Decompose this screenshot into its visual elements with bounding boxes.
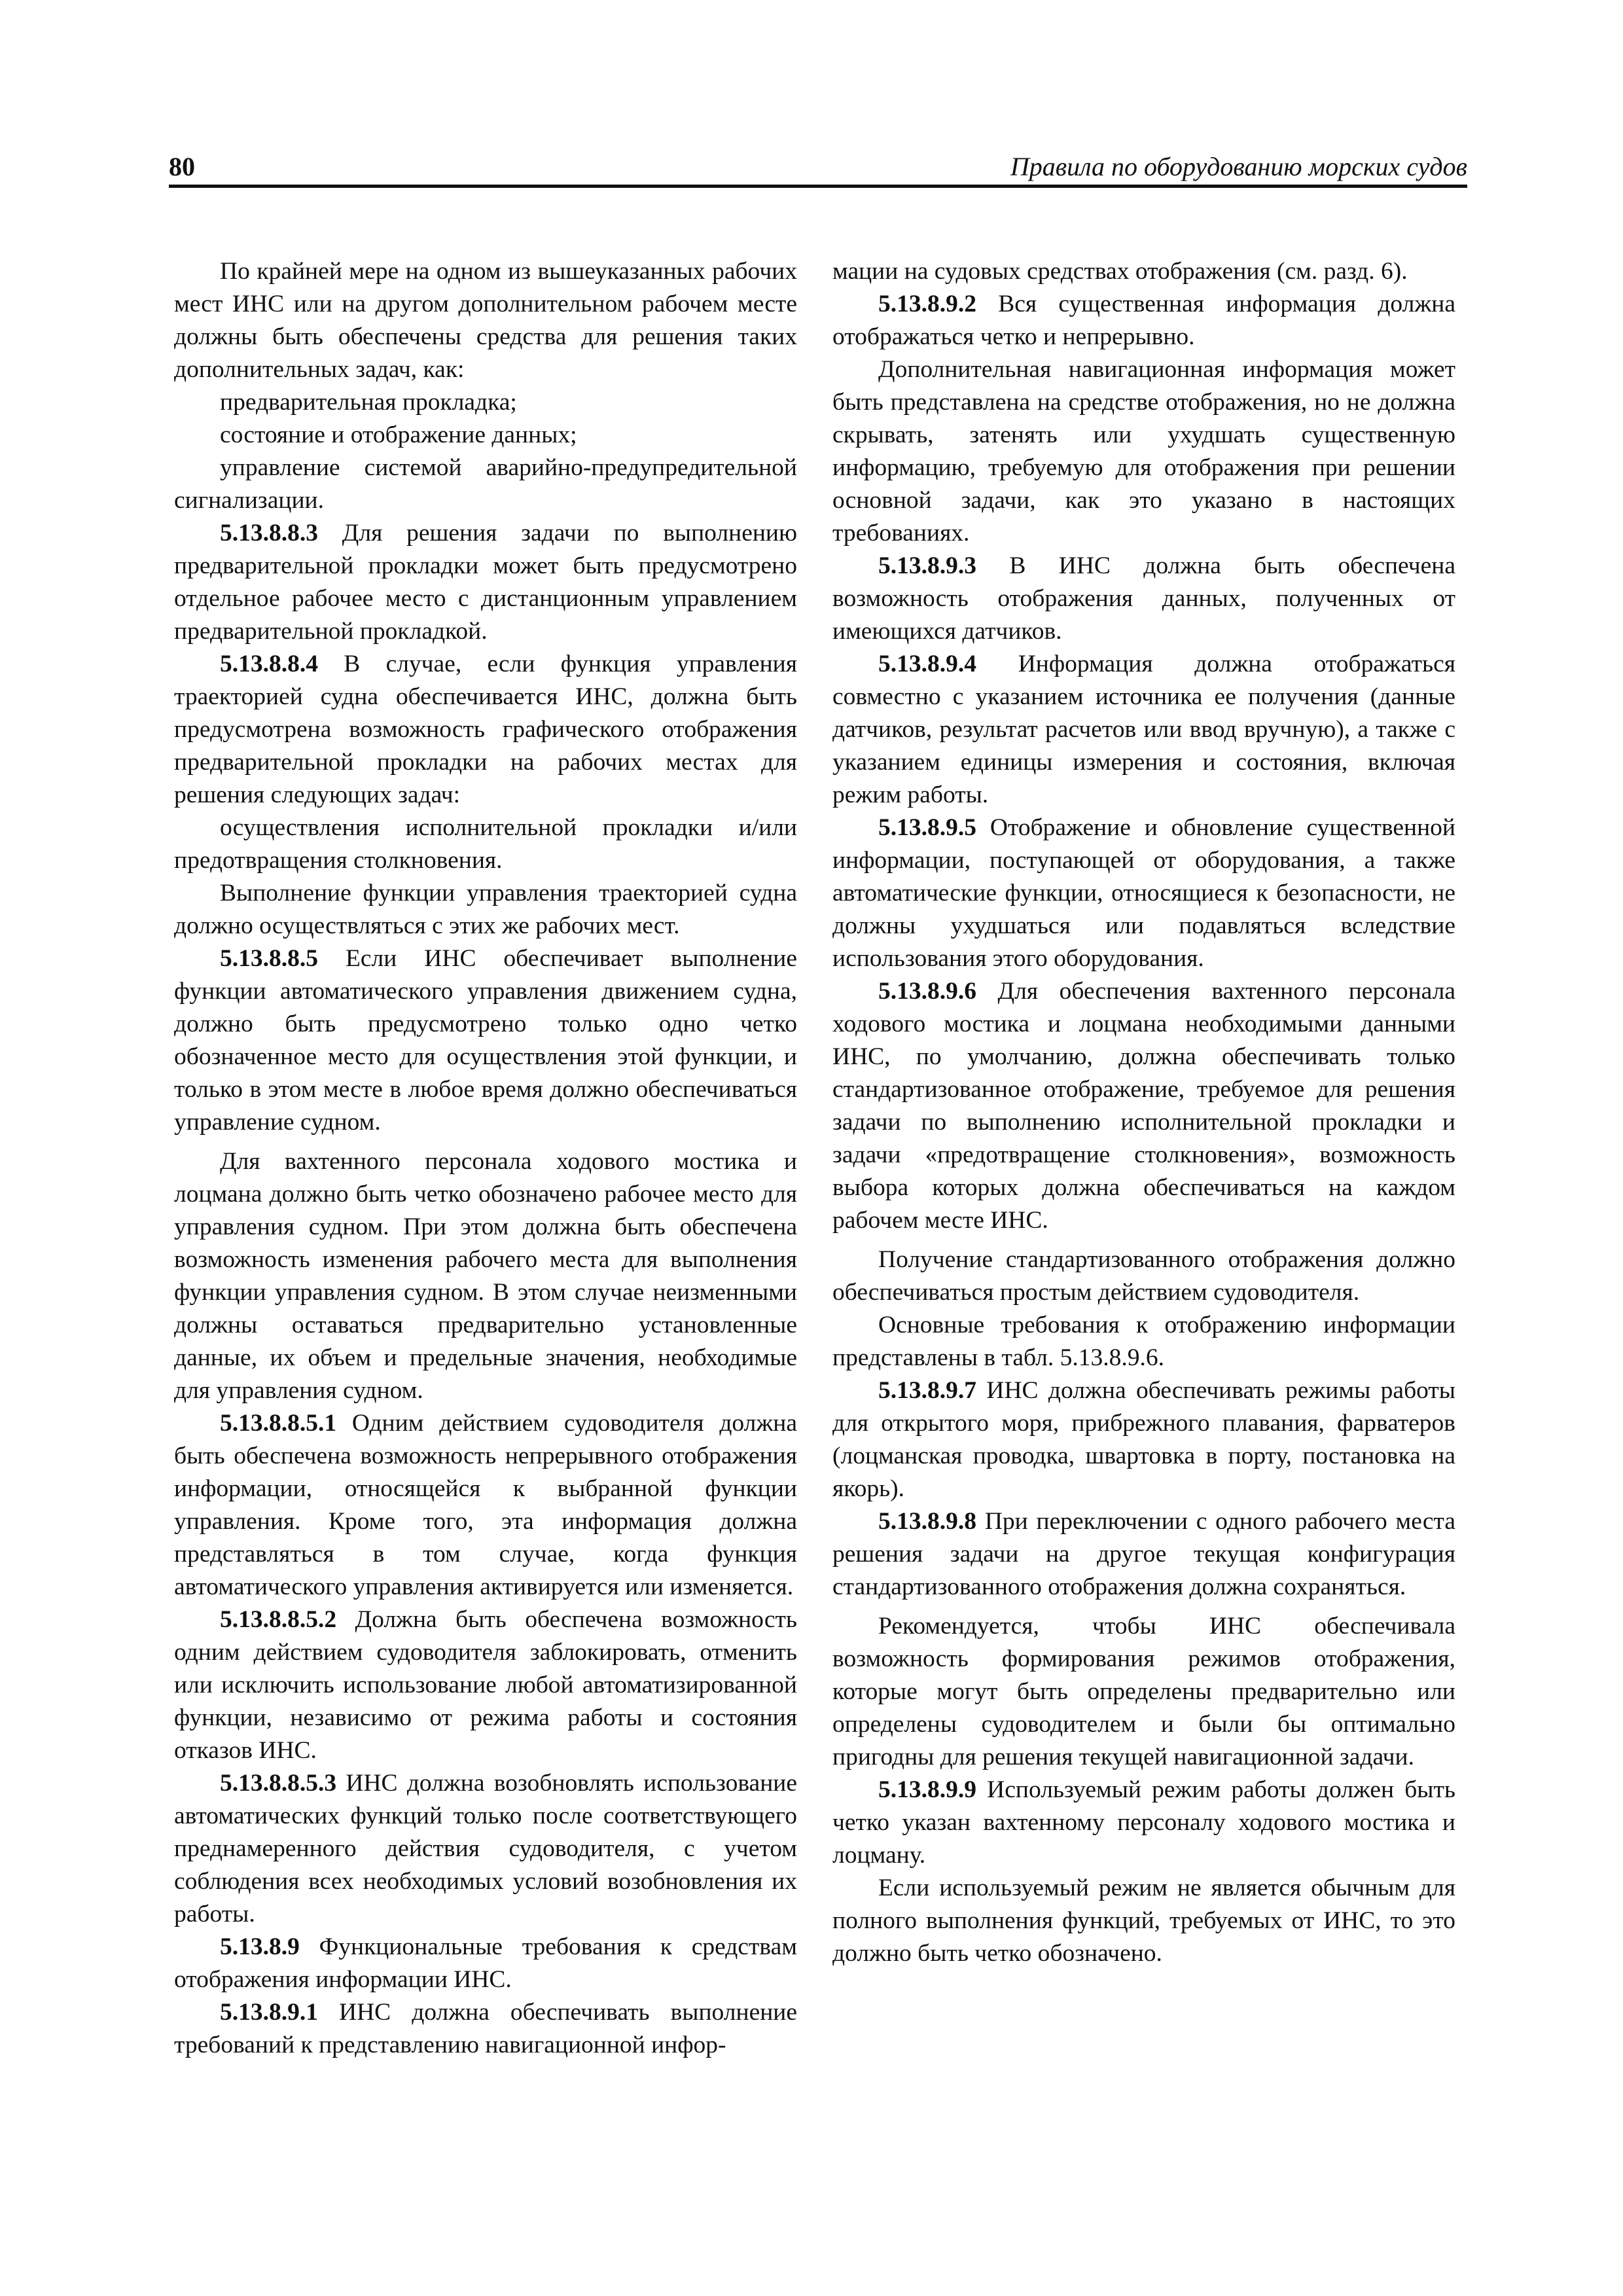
paragraph: По крайней мере на одном из вышеуказанных рабочих мест ИНС или на другом дополнительном рабочем месте должны быть обеспечены средства для решения таких дополнительных задач, как: [174, 258, 797, 383]
paragraph: Для вахтенного персонала ходового мостика и лоцмана должно быть четко обозначено рабочее место для управления судном. При этом должна быть обеспечена возможность изменения рабочего места для выполнения функции управления судном. В этом случае неизменными должны оставаться предварительно установленные данные, их объем и предельные значения, необходимые для управления судном. [174, 1148, 797, 1404]
clause-number: 5.13.8.9 [220, 1933, 300, 1960]
paragraph: Рекомендуется, чтобы ИНС обеспечивала возможность формирования режимов отображения, которые могут быть определены предварительно или определены судоводителем и были бы оптимально пригодны для решения текущей навигационной задачи. [832, 1613, 1455, 1770]
clause-number: 5.13.8.9.5 [878, 814, 976, 841]
right-column [832, 255, 1455, 1970]
running-title: Правила по оборудованию морских судов [1010, 152, 1467, 181]
clause-paragraph: 5.13.8.8.5 Если ИНС обеспечивает выполнение функции автоматического управления движением судна, должно быть предусмотрено только одно четко обозначенное место для осуществления этой функции, и только в этом месте в любое время должно обеспечиваться управление судном. [174, 945, 797, 1136]
paragraph: состояние и отображение данных; [220, 422, 577, 448]
clause-number: 5.13.8.8.5 [220, 945, 318, 972]
clause-number: 5.13.8.8.5.1 [220, 1410, 337, 1437]
clause-paragraph: 5.13.8.9.4 Информация должна отображаться совместно с указанием источника ее получения (данные датчиков, результат расчетов или ввод вручную), а также с указанием единицы измерения и состояния, включая режим работы. [832, 651, 1455, 808]
paragraph: Основные требования к отображению информации представлены в табл. 5.13.8.9.6. [832, 1312, 1455, 1371]
paragraph: предварительная прокладка; [220, 389, 517, 416]
clause-number: 5.13.8.9.7 [878, 1377, 976, 1404]
clause-number: 5.13.8.9.6 [878, 978, 976, 1005]
clause-paragraph: 5.13.8.8.4 В случае, если функция управления траекторией судна обеспечивается ИНС, должна быть предусмотрена возможность графического отображения предварительной прокладки на рабочих местах для решения следующих задач: [174, 651, 797, 808]
clause-number: 5.13.8.8.5.2 [220, 1606, 337, 1633]
clause-paragraph: 5.13.8.9.7 ИНС должна обеспечивать режимы работы для открытого моря, прибрежного плавания, фарватеров (лоцманская проводка, швартовка в порту, постановка на якорь). [832, 1377, 1455, 1502]
clause-paragraph: 5.13.8.8.5.1 Одним действием судоводителя должна быть обеспечена возможность непрерывного отображения информации, относящейся к выбранной функции управления. Кроме того, эта информация должна представляться в том случае, когда функция автоматического управления активируется или изменяется. [174, 1410, 797, 1600]
paragraph: осуществления исполнительной прокладки и/или предотвращения столкновения. [174, 814, 797, 874]
clause-number: 5.13.8.8.3 [220, 520, 318, 547]
paragraph: Если используемый режим не является обычным для полного выполнения функций, требуемых от ИНС, то это должно быть четко обозначено. [832, 1874, 1455, 1967]
clause-paragraph: 5.13.8.8.5.3 ИНС должна возобновлять использование автоматических функций только после соответствующего преднамеренного действия судоводителя, с учетом соблюдения всех необходимых условий возобновления их работы. [174, 1770, 797, 1928]
clause-number: 5.13.8.8.4 [220, 651, 318, 677]
paragraph: управление системой аварийно-предупредительной сигнализации. [174, 454, 797, 514]
clause-paragraph: 5.13.8.9.9 Используемый режим работы должен быть четко указан вахтенному персоналу ходового мостика и лоцману. [832, 1776, 1455, 1869]
clause-number: 5.13.8.9.3 [878, 552, 976, 579]
paragraph: Получение стандартизованного отображения должно обеспечиваться простым действием судоводителя. [832, 1246, 1455, 1306]
clause-paragraph: 5.13.8.9 Функциональные требования к средствам отображения информации ИНС. [174, 1933, 797, 1993]
clause-paragraph: 5.13.8.9.8 При переключении с одного рабочего места решения задачи на другое текущая конфигурация стандартизованного отображения должна сохраняться. [832, 1508, 1455, 1600]
clause-paragraph: 5.13.8.9.3 В ИНС должна быть обеспечена возможность отображения данных, полученных от имеющихся датчиков. [832, 552, 1455, 645]
paragraph: мации на судовых средствах отображения (см. разд. 6). [832, 258, 1408, 285]
clause-number: 5.13.8.9.9 [878, 1776, 976, 1803]
paragraph: Выполнение функции управления траекторией судна должно осуществляться с этих же рабочих мест. [174, 880, 797, 939]
clause-paragraph: 5.13.8.9.1 ИНС должна обеспечивать выполнение требований к представлению навигационной инфор- [174, 1999, 797, 2058]
clause-paragraph: 5.13.8.8.3 Для решения задачи по выполнению предварительной прокладки может быть предусмотрено отдельное рабочее место с дистанционным управлением предварительной прокладкой. [174, 520, 797, 645]
clause-paragraph: 5.13.8.9.2 Вся существенная информация должна отображаться четко и непрерывно. [832, 291, 1455, 350]
page-header [169, 144, 1467, 188]
clause-number: 5.13.8.9.1 [220, 1999, 318, 2026]
page-number: 80 [169, 152, 195, 181]
clause-paragraph: 5.13.8.8.5.2 Должна быть обеспечена возможность одним действием судоводителя заблокировать, отменить или исключить использование любой автоматизированной функции, независимо от режима работы и состояния отказов ИНС. [174, 1606, 797, 1764]
clause-number: 5.13.8.9.2 [878, 291, 976, 317]
clause-paragraph: 5.13.8.9.5 Отображение и обновление существенной информации, поступающей от оборудования, а также автоматические функции, относящиеся к безопасности, не должны ухудшаться или подавляться вследствие использования этого оборудования. [832, 814, 1455, 972]
clause-paragraph: 5.13.8.9.6 Для обеспечения вахтенного персонала ходового мостика и лоцмана необходимыми данными ИНС, по умолчанию, должна обеспечивать только стандартизованное отображение, требуемое для решения задачи по выполнению исполнительной прокладки и задачи «предотвращение столкновения», возможность выбора которых должна обеспечиваться на каждом рабочем месте ИНС. [832, 978, 1455, 1234]
left-column [174, 255, 797, 2062]
clause-number: 5.13.8.9.8 [878, 1508, 976, 1535]
paragraph: Дополнительная навигационная информация может быть представлена на средстве отображения, но не должна скрывать, затенять или ухудшать существенную информацию, требуемую для отображения при решении основной задачи, как это указано в настоящих требованиях. [832, 356, 1455, 547]
clause-number: 5.13.8.9.4 [878, 651, 976, 677]
clause-number: 5.13.8.8.5.3 [220, 1770, 337, 1797]
